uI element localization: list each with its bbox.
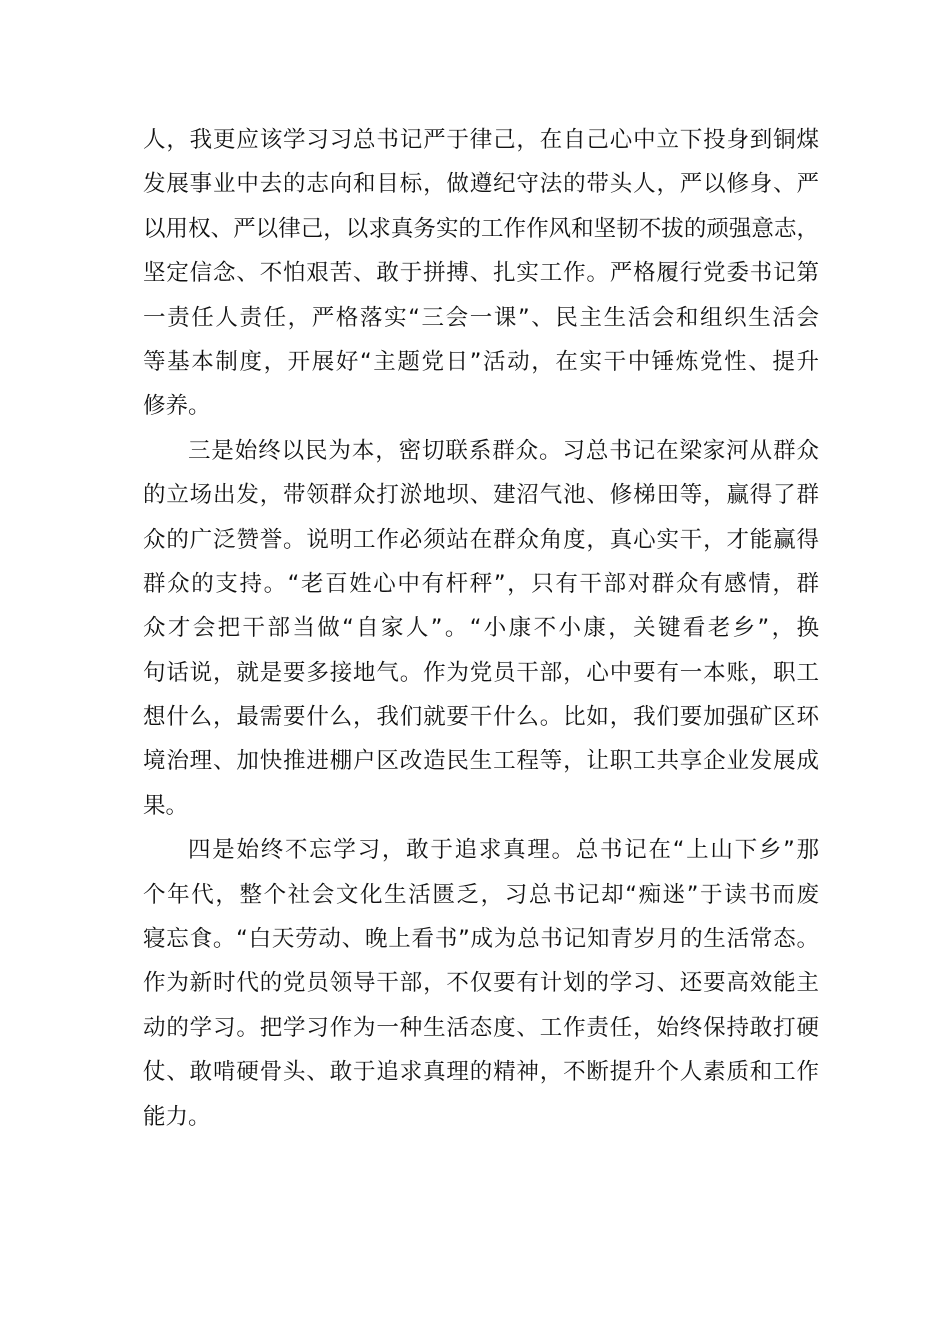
paragraph-line: 修养。	[143, 393, 211, 420]
paragraph-line: 人，我更应该学习习总书记严于律己，在自己心中立下投身到铜煤	[143, 127, 819, 153]
paragraph-line: 的立场出发，带领群众打淤地坝、建沼气池、修梯田等，赢得了群	[143, 482, 819, 509]
paragraph-line: 众才会把干部当做“自家人”。“小康不小康，关键看老乡”，换	[143, 615, 819, 642]
paragraph-line: 果。	[143, 792, 189, 819]
paragraph-line: 一责任人责任，严格落实“三会一课”、民主生活会和组织生活会	[143, 304, 819, 331]
paragraph-line: 动的学习。把学习作为一种生活态度、工作责任，始终保持敢打硬	[143, 1014, 819, 1041]
paragraph-line: 想什么，最需要什么，我们就要干什么。比如，我们要加强矿区环	[143, 704, 819, 731]
paragraph-line: 群众的支持。“老百姓心中有杆秤”，只有干部对群众有感情，群	[143, 570, 819, 597]
paragraph-1	[143, 118, 819, 429]
paragraph-line: 句话说，就是要多接地气。作为党员干部，心中要有一本账，职工	[143, 659, 819, 686]
paragraph-line: 个年代，整个社会文化生活匮乏，习总书记却“痴迷”于读书而废	[143, 881, 819, 908]
paragraph-line: 仗、敢啃硬骨头、敢于追求真理的精神，不断提升个人素质和工作	[143, 1059, 819, 1086]
paragraph-line: 寝忘食。“白天劳动、晚上看书”成为总书记知青岁月的生活常态。	[143, 926, 819, 953]
paragraph-line: 发展事业中去的志向和目标，做遵纪守法的带头人，严以修身、严	[143, 171, 819, 198]
paragraph-line: 三是始终以民为本，密切联系群众。习总书记在梁家河从群众	[188, 437, 819, 464]
paragraph-line: 境治理、加快推进棚户区改造民生工程等，让职工共享企业发展成	[143, 748, 819, 775]
document-body	[143, 118, 819, 1139]
paragraph-line: 坚定信念、不怕艰苦、敢于拼搏、扎实工作。严格履行党委书记第	[143, 260, 819, 287]
paragraph-line: 众的广泛赞誉。说明工作必须站在群众角度，真心实干，才能赢得	[143, 526, 819, 553]
paragraph-line: 作为新时代的党员领导干部，不仅要有计划的学习、还要高效能主	[143, 970, 819, 997]
paragraph-line: 四是始终不忘学习，敢于追求真理。总书记在“上山下乡”那	[188, 837, 819, 864]
paragraph-3	[143, 828, 819, 1139]
paragraph-line: 以用权、严以律己，以求真务实的工作作风和坚韧不拔的顽强意志，	[143, 215, 819, 242]
paragraph-line: 等基本制度，开展好“主题党日”活动，在实干中锤炼党性、提升	[143, 348, 819, 375]
paragraph-2	[143, 429, 819, 829]
paragraph-line: 能力。	[143, 1103, 211, 1130]
